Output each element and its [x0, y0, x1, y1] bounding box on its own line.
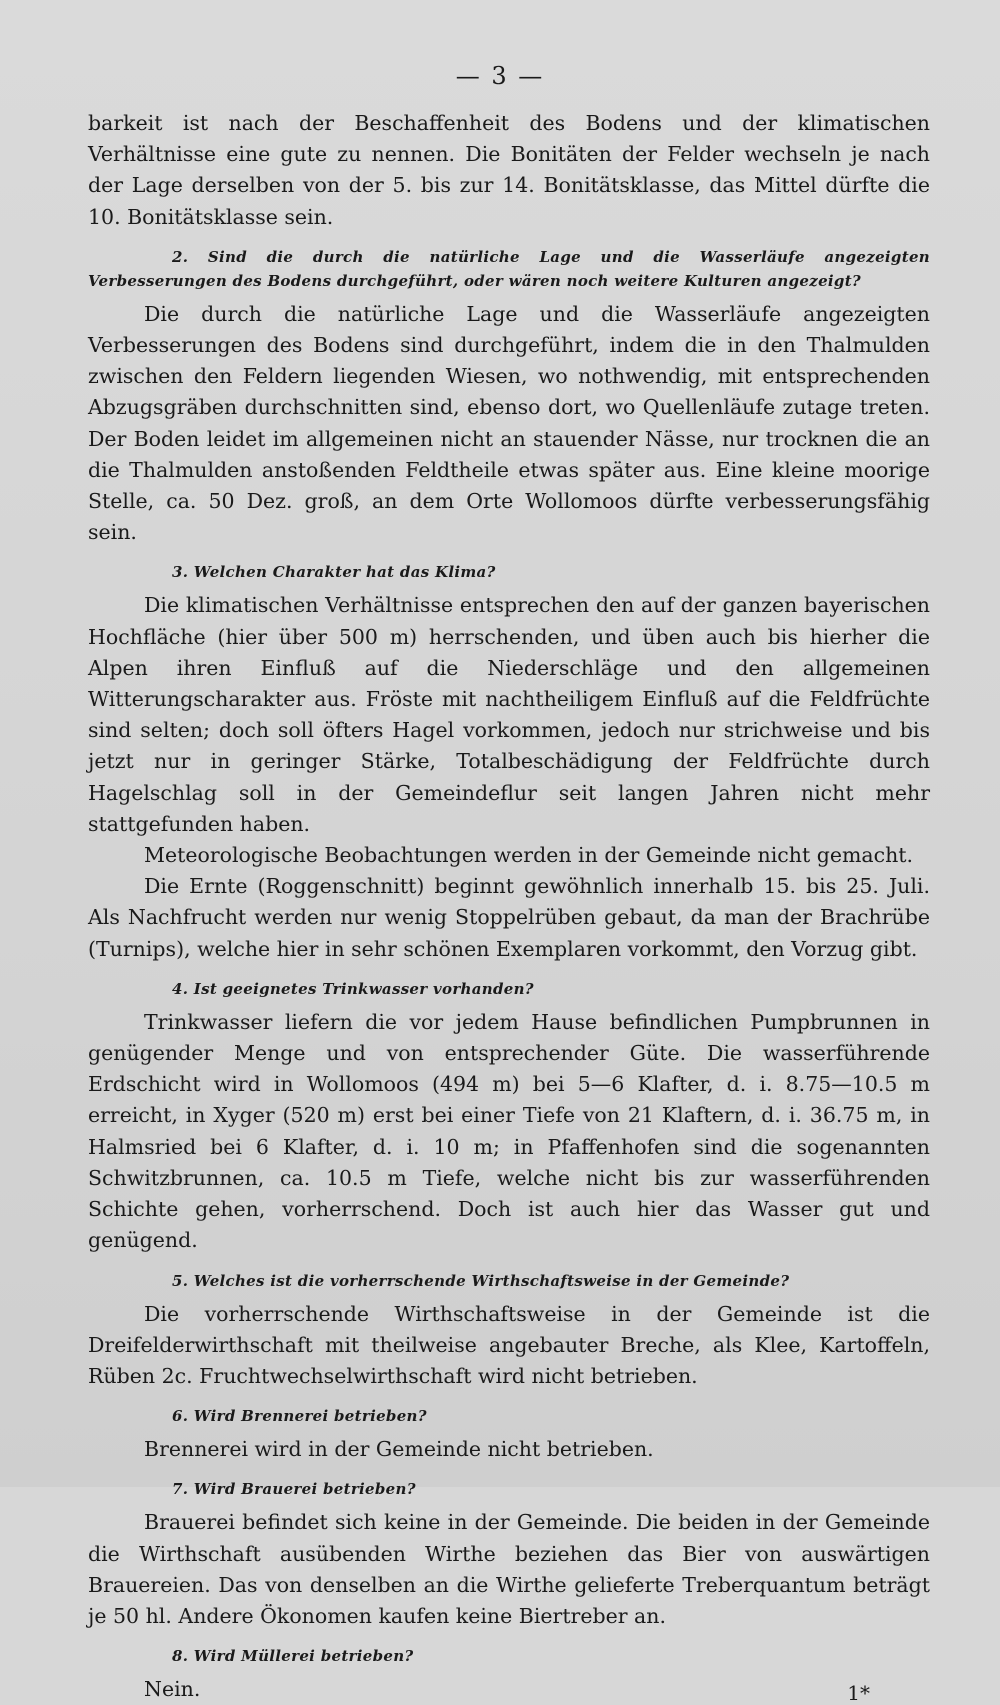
- question-5: 5. Welches ist die vorherrschende Wirthschaftsweise in der Gemeinde?: [172, 1271, 790, 1290]
- question-2: 2. Sind die durch die natürliche Lage und die Wasserläufe angezeigten Verbesserungen des Bodens durchgeführt, oder wären noch weitere Kulturen angezeigt?: [88, 247, 930, 290]
- answer-3-paragraph-2: Meteorologische Beobachtungen werden in der Gemeinde nicht gemacht.: [144, 843, 914, 868]
- answer-3-paragraph-3: Die Ernte (Roggenschnitt) beginnt gewöhnlich innerhalb 15. bis 25. Juli. Als Nachfrucht werden nur wenig Stoppelrüben gebaut, da man der Brachrübe (Turnips), welche hier in sehr schönen Exemplaren vorkommt, den Vorzug gibt.: [88, 874, 930, 961]
- page-body: [88, 108, 930, 1705]
- question-6: 6. Wird Brennerei betrieben?: [172, 1407, 427, 1426]
- answer-8-paragraph: Nein.: [144, 1677, 201, 1702]
- question-3: 3. Welchen Charakter hat das Klima?: [172, 563, 496, 582]
- answer-3-paragraph-1: Die klimatischen Verhältnisse entsprechen den auf der ganzen bayerischen Hochfläche (hier über 500 m) herrschenden, und üben auch bis hierher die Alpen ihren Einfluß auf die Niederschläge und den allgemeinen Witterungscharakter aus. Fröste mit nachtheiligem Einfluß auf die Feldfrüchte sind selten; doch soll öfters Hagel vorkommen, jedoch nur strichweise und bis jetzt nur in geringer Stärke, Totalbeschädigung der Feldfrüchte durch Hagelschlag soll in der Gemeindeflur seit langen Jahren nicht mehr stattgefunden haben.: [88, 593, 930, 836]
- question-8: 8. Wird Müllerei betrieben?: [172, 1647, 414, 1666]
- answer-4-paragraph: Trinkwasser liefern die vor jedem Hause befindlichen Pumpbrunnen in genügender Menge und von entsprechender Güte. Die wasserführende Erdschicht wird in Wollomoos (494 m) bei 5—6 Klafter, d. i. 8.75—10.5 m erreicht, in Xyger (520 m) erst bei einer Tiefe von 21 Klaftern, d. i. 36.75 m, in Halmsried bei 6 Klafter, d. i. 10 m; in Pfaffenhofen sind die sogenannten Schwitzbrunnen, ca. 10.5 m Tiefe, welche nicht bis zur wasserführenden Schichte gehen, vorherrschend. Doch ist auch hier das Wasser gut und genügend.: [88, 1009, 930, 1253]
- answer-6-paragraph: Brennerei wird in der Gemeinde nicht betrieben.: [144, 1437, 654, 1462]
- signature-mark: 1*: [847, 1681, 870, 1705]
- answer-7-paragraph: Brauerei befindet sich keine in der Gemeinde. Die beiden in der Gemeinde die Wirthschaft ausübenden Wirthe beziehen das Bier von auswärtigen Brauereien. Das von denselben an die Wirthe gelieferte Treberquantum beträgt je 50 hl. Andere Ökonomen kaufen keine Biertreber an.: [88, 1510, 930, 1628]
- final-line: [88, 1674, 930, 1705]
- page-number: — 3 —: [455, 62, 545, 90]
- question-4: 4. Ist geeignetes Trinkwasser vorhanden?: [172, 979, 534, 998]
- answer-5-paragraph: Die vorherrschende Wirthschaftsweise in der Gemeinde ist die Dreifelderwirthschaft mit theilweise angebauter Breche, als Klee, Kartoffeln, Rüben 2c. Fruchtwechselwirthschaft wird nicht betrieben.: [88, 1301, 930, 1388]
- answer-2-paragraph: Die durch die natürliche Lage und die Wasserläufe angezeigten Verbesserungen des Bodens sind durchgeführt, indem die in den Thalmulden zwischen den Feldern liegenden Wiesen, wo nothwendig, mit entsprechenden Abzugsgräben durchschnitten sind, ebenso dort, wo Quellenläufe zutage treten. Der Boden leidet im allgemeinen nicht an stauender Nässe, nur trocknen die an die Thalmulden anstoßenden Feldtheile etwas später aus. Eine kleine moorige Stelle, ca. 50 Dez. groß, an dem Orte Wollomoos dürfte verbesserungsfähig sein.: [88, 301, 930, 545]
- intro-paragraph: barkeit ist nach der Beschaffenheit des Bodens und der klimatischen Verhältnisse eine gute zu nennen. Die Bonitäten der Felder wechseln je nach der Lage derselben von der 5. bis zur 14. Bonitätsklasse, das Mittel dürfte die 10. Bonitätsklasse sein.: [88, 111, 930, 229]
- question-7: 7. Wird Brauerei betrieben?: [172, 1480, 416, 1499]
